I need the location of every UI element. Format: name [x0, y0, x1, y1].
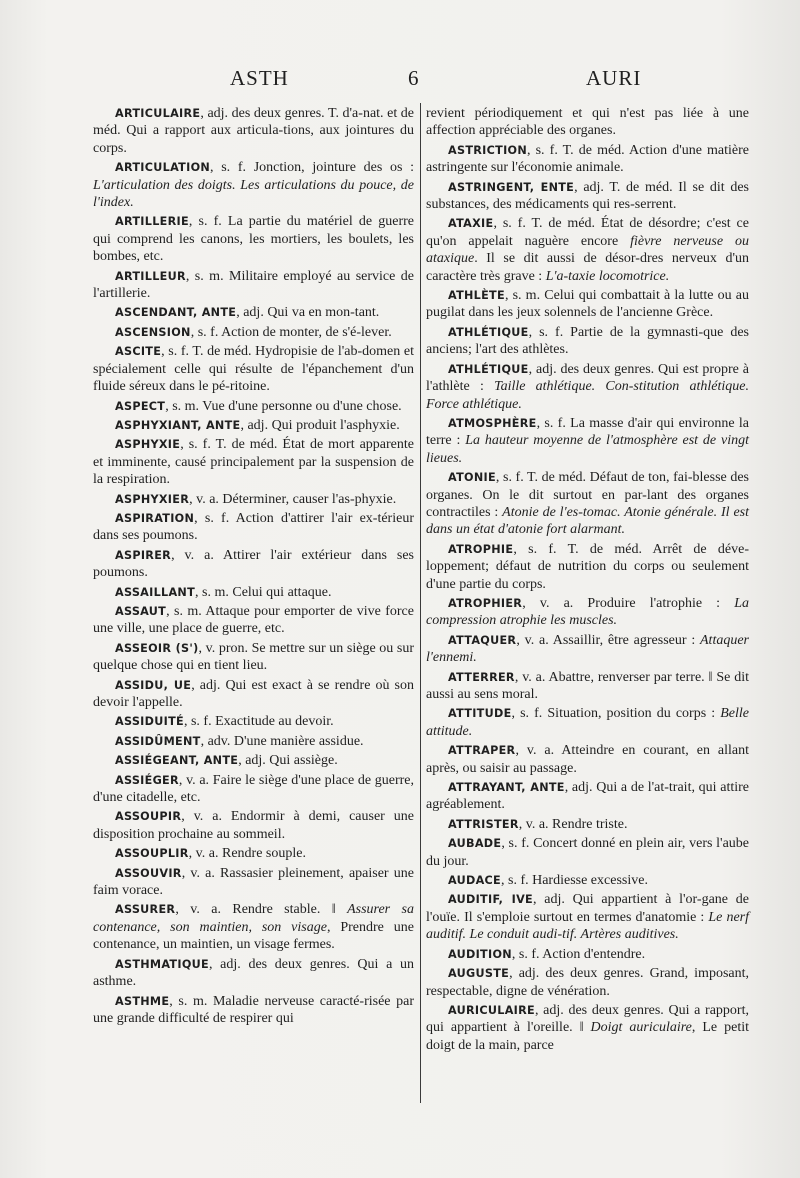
entry-headword: ASPECT [115, 399, 166, 413]
entry-headword: ASSIDÛMENT [115, 734, 201, 748]
entry-definition: , s. f. Action d'attirer l'air ex-térieur dans ses poumons. [93, 510, 414, 544]
entry-definition: , adj. Qui assiège. [238, 753, 338, 769]
entry-definition: , adj. Qui appartient à l'or-gane de l'ouïe. Il s'emploie surtout en termes d'anatomie : [426, 892, 749, 925]
entry-definition: , adv. D'une manière assidue. [200, 733, 364, 749]
entry-definition: , adj. Qui est exact à se rendre où son devoir l'appelle. [93, 677, 414, 710]
dictionary-entry [93, 865, 414, 900]
entry-headword: AUBADE [448, 837, 502, 851]
entry-definition: , v. a. Déterminer, causer l'as-phyxie. [189, 491, 397, 507]
entry-headword: ASSAILLANT [115, 585, 196, 599]
entry-example: Belle attitude. [426, 706, 749, 739]
dictionary-entry [93, 677, 414, 712]
entry-definition: revient périodiquement et qui n'est pas liée à une affection appréciable des organes. [426, 106, 749, 139]
entry-definition: , adj. Qui va en mon-tant. [236, 305, 380, 321]
dictionary-entry [93, 343, 414, 395]
dictionary-entry [426, 891, 749, 943]
entry-headword: ASSOUVIR [115, 866, 182, 880]
dictionary-entry [426, 705, 749, 740]
entry-definition: , s. f. Partie de la gymnasti-que des anciens; l'art des athlètes. [426, 324, 749, 358]
entry-definition: , s. f. T. de méd. État de désordre; c'est ce qu'on appelait naguère encore [426, 216, 749, 249]
entry-headword: ASTRICTION [448, 143, 528, 157]
entry-headword: ASSIÉGEANT, ANTE [115, 754, 239, 768]
dictionary-entry [426, 469, 749, 539]
dictionary-entry [426, 816, 749, 833]
entry-headword: ARTILLEUR [115, 269, 186, 283]
dictionary-entry [93, 436, 414, 488]
entry-example: Atonie de l'es-tomac. Atonie générale. Il est dans un état d'atonie fort alarmant. [426, 504, 749, 538]
entry-headword: ATTRAYANT, ANTE [448, 781, 565, 795]
entry-headword: ASPIRATION [115, 511, 195, 525]
dictionary-entry [93, 324, 414, 341]
entry-headword: ASCENSION [115, 325, 191, 339]
entry-definition: , s. m. Militaire employé au service de l'artillerie. [93, 268, 414, 302]
entry-example: Attaquer l'ennemi. [426, 632, 749, 666]
column-divider [420, 103, 421, 1103]
left-column [93, 105, 414, 1029]
entry-definition: , s. f. La partie du matériel de guerre qui comprend les canons, les mortiers, les boulets, les bombes, etc. [93, 214, 414, 265]
entry-example: La compression atrophie les muscles. [426, 595, 749, 629]
entry-headword: AUDITION [448, 947, 512, 961]
entry-definition: , s. m. Maladie nerveuse caracté-risée par une grande difficulté de respirer qui [93, 993, 414, 1026]
dictionary-entry [426, 632, 749, 667]
entry-headword: ATAXIE [448, 217, 494, 231]
entry-definition: , s. m. Celui qui combattait à la lutte ou au pugilat dans les jeux solennels de l'ancienne Grèce. [426, 288, 749, 321]
entry-headword: ASCENDANT, ANTE [115, 306, 237, 320]
entry-headword: ASPHYXIER [115, 492, 190, 506]
entry-definition: , s. m. Vue d'une personne ou d'une chose. [165, 398, 402, 414]
dictionary-entry [426, 287, 749, 322]
entry-definition: , v. a. Endormir à demi, causer une disposition prochaine au sommeil. [93, 809, 414, 842]
entry-definition: , s. f. Jonction, jointure des os : [210, 160, 414, 176]
entry-headword: ATTITUDE [448, 707, 512, 721]
entry-definition: , s. m. Celui qui attaque. [195, 584, 332, 600]
dictionary-entry [426, 1002, 749, 1054]
entry-definition: , v. a. Rendre stable. ‖ [175, 902, 348, 918]
dictionary-entry [93, 547, 414, 582]
dictionary-entry [426, 965, 749, 1000]
entry-definition: , adj. des deux genres. Qui a rapport, qui appartient à l'oreille. ‖ [426, 1002, 749, 1036]
entry-headword: AUGUSTE [448, 967, 510, 981]
dictionary-entry [93, 603, 414, 638]
entry-headword: ASPHYXIE [115, 438, 181, 452]
entry-headword: ATTRAPER [448, 744, 516, 758]
entry-definition-cont: , Le petit doigt de la main, parce [426, 1020, 749, 1053]
dictionary-entry [93, 304, 414, 321]
entry-headword: ASSAUT [115, 604, 167, 618]
entry-headword: ATROPHIER [448, 596, 523, 610]
entry-headword: ASCITE [115, 345, 162, 359]
entry-definition-cont: . Il se dit aussi de désor-dres nerveux d'un caractère très grave : [426, 251, 749, 284]
dictionary-entry [93, 491, 414, 508]
entry-headword: ARTILLERIE [115, 215, 189, 229]
entry-definition: , v. a. Rendre triste. [518, 816, 628, 832]
header-left-guide-word: ASTH [230, 66, 289, 90]
entry-headword: ATHLÉTIQUE [448, 325, 529, 339]
entry-example: fièvre nerveuse ou ataxique [426, 233, 749, 267]
entry-definition: , adj. Qui a de l'at-trait, qui attire agréablement. [426, 780, 749, 813]
entry-definition: , s. f. T. de méd. Défaut de ton, fai-blesse des organes. On le dit surtout en par-lant des organes contractiles : [426, 470, 749, 520]
entry-example: L'a-taxie locomotrice. [545, 268, 670, 284]
entry-definition: , s. f. Hardiesse excessive. [501, 873, 648, 889]
dictionary-entry [93, 733, 414, 750]
dictionary-entry [93, 713, 414, 730]
dictionary-entry [426, 215, 749, 285]
entry-definition: , s. f. Action d'entendre. [511, 946, 646, 962]
dictionary-entry [93, 808, 414, 843]
entry-definition: , v. a. Rassasier pleinement, apaiser une faim vorace. [93, 865, 414, 899]
dictionary-entry [93, 213, 414, 265]
dictionary-entry [426, 324, 749, 359]
entry-definition: , s. f. La masse d'air qui environne la terre : [426, 415, 749, 449]
entry-definition: , v. a. Abattre, renverser par terre. ‖ Se dit aussi au sens moral. [426, 669, 749, 702]
dictionary-entry [93, 845, 414, 862]
entry-headword: ATHLÉTIQUE [448, 362, 529, 376]
entry-headword: ASSIÉGER [115, 773, 179, 787]
page-number: 6 [408, 66, 420, 90]
entry-definition: , adj. T. de méd. Il se dit des substances, des médicaments qui res-serrent. [426, 179, 749, 213]
dictionary-entry [93, 901, 414, 953]
dictionary-entry [93, 584, 414, 601]
entry-example: Taille athlétique. Con-stitution athlétique. Force athlétique. [426, 379, 749, 412]
dictionary-entry [93, 105, 414, 157]
entry-definition: , v. pron. Se mettre sur un siège ou sur quelque chose qui en tient lieu. [93, 640, 414, 674]
dictionary-entry [426, 595, 749, 630]
entry-definition: , adj. des deux genres. Qui a un asthme. [93, 956, 414, 990]
dictionary-entry [426, 541, 749, 593]
entry-definition: , adj. des deux genres. T. d'a-nat. et de méd. Qui a rapport aux articula-tions, aux jointures du corps. [93, 106, 414, 156]
entry-definition: , adj. des deux genres. Grand, imposant, respectable, digne de vénération. [426, 966, 749, 999]
entry-definition: , s. f. T. de méd. État de mort apparente et imminente, causé principalement par la suspension de la respiration. [93, 437, 414, 488]
dictionary-entry [426, 179, 749, 214]
dictionary-entry [93, 268, 414, 303]
dictionary-entry [426, 361, 749, 413]
entry-headword: ATMOSPHÈRE [448, 416, 537, 430]
dictionary-entry [93, 993, 414, 1028]
dictionary-entry [426, 872, 749, 889]
entry-headword: ATTERRER [448, 670, 515, 684]
entry-definition: , s. m. Attaque pour emporter de vive force une ville, une place de guerre, etc. [93, 603, 414, 637]
dictionary-entry [426, 835, 749, 870]
header-right-guide-word: AURI [586, 66, 642, 90]
entry-example: L'articulation des doigts. Les articulations du pouce, de l'index. [93, 177, 414, 211]
dictionary-entry [93, 417, 414, 434]
entry-headword: ATROPHIE [448, 542, 514, 556]
dictionary-entry [426, 415, 749, 467]
entry-headword: AUDITIF, IVE [448, 893, 533, 907]
right-column [426, 105, 749, 1056]
entry-headword: ASSURER [115, 903, 176, 917]
entry-headword: ASSOUPIR [115, 810, 182, 824]
entry-headword: ARTICULATION [115, 161, 211, 175]
entry-definition-cont: , Prendre une contenance, un maintien, un visage fermes. [93, 919, 414, 953]
entry-headword: ASSEOIR (S') [115, 641, 199, 655]
entry-definition: , s. f. Exactitude au devoir. [183, 714, 334, 730]
entry-headword: ASTHME [115, 994, 170, 1008]
entry-headword: ASTHMATIQUE [115, 957, 209, 971]
entry-definition: , v. a. Faire le siège d'une place de guerre, d'une citadelle, etc. [93, 772, 414, 806]
entry-definition: , v. a. Attirer l'air extérieur dans ses poumons. [93, 547, 414, 581]
dictionary-entry [93, 956, 414, 991]
entry-headword: AURICULAIRE [448, 1003, 535, 1017]
entry-definition: , v. a. Atteindre en courant, en allant après, ou saisir au passage. [426, 743, 749, 776]
entry-headword: ARTICULAIRE [115, 107, 201, 120]
entry-headword: ASTRINGENT, ENTE [448, 180, 575, 194]
entry-example: La hauteur moyenne de l'atmosphère est de vingt lieues. [426, 433, 749, 466]
dictionary-entry [93, 772, 414, 807]
entry-definition: , adj. des deux genres. Qui est propre à l'athlète : [426, 361, 749, 395]
entry-headword: ATTAQUER [448, 633, 517, 647]
entry-headword: ASSIDUITÉ [115, 715, 184, 729]
entry-definition: , s. f. T. de méd. Arrêt de déve-loppement; défaut de nutrition du corps ou seulement d'une partie du corps. [426, 541, 749, 592]
entry-definition: , v. a. Rendre souple. [188, 846, 306, 862]
dictionary-entry [93, 640, 414, 675]
dictionary-entry [426, 669, 749, 704]
entry-example: Le nerf auditif. Le conduit audi-tif. Artères auditives. [426, 909, 749, 943]
entry-definition: , v. a. Assaillir, être agresseur : [516, 632, 700, 648]
entry-headword: ATHLÈTE [448, 289, 505, 303]
dictionary-entry [426, 946, 749, 963]
entry-headword: ASSOUPLIR [115, 847, 189, 861]
entry-headword: ASPHYXIANT, ANTE [115, 418, 241, 432]
entry-headword: ATTRISTER [448, 817, 519, 831]
entry-definition: , s. f. Situation, position du corps : [511, 706, 721, 722]
dictionary-entry [93, 398, 414, 415]
dictionary-entry [426, 742, 749, 777]
dictionary-entry [93, 159, 414, 211]
entry-definition: , s. f. T. de méd. Action d'une matière astringente sur l'économie animale. [426, 142, 749, 176]
dictionary-entry [426, 105, 749, 140]
entry-definition: , s. f. T. de méd. Hydropisie de l'ab-domen et spécialement celle qui résulte de l'épanchement d'un fluide séreux dans le pé-ritoine. [93, 344, 414, 395]
dictionary-entry [93, 510, 414, 545]
entry-example: Assurer sa contenance, son maintien, son visage [93, 902, 414, 935]
entry-definition: , s. f. Concert donné en plein air, vers l'aube du jour. [426, 836, 749, 869]
entry-headword: ATONIE [448, 471, 496, 485]
dictionary-entry [426, 142, 749, 177]
entry-headword: AUDACE [448, 874, 501, 888]
entry-headword: ASSIDU, UE [115, 678, 192, 692]
dictionary-entry [426, 779, 749, 814]
entry-definition: , s. f. Action de monter, de s'é-lever. [190, 324, 392, 340]
entry-example: Doigt auriculaire [590, 1020, 692, 1036]
entry-definition: , adj. Qui produit l'asphyxie. [240, 417, 400, 433]
entry-headword: ASPIRER [115, 548, 172, 562]
dictionary-entry [93, 752, 414, 769]
entry-definition: , v. a. Produire l'atrophie : [522, 595, 735, 611]
page-header [0, 66, 800, 96]
